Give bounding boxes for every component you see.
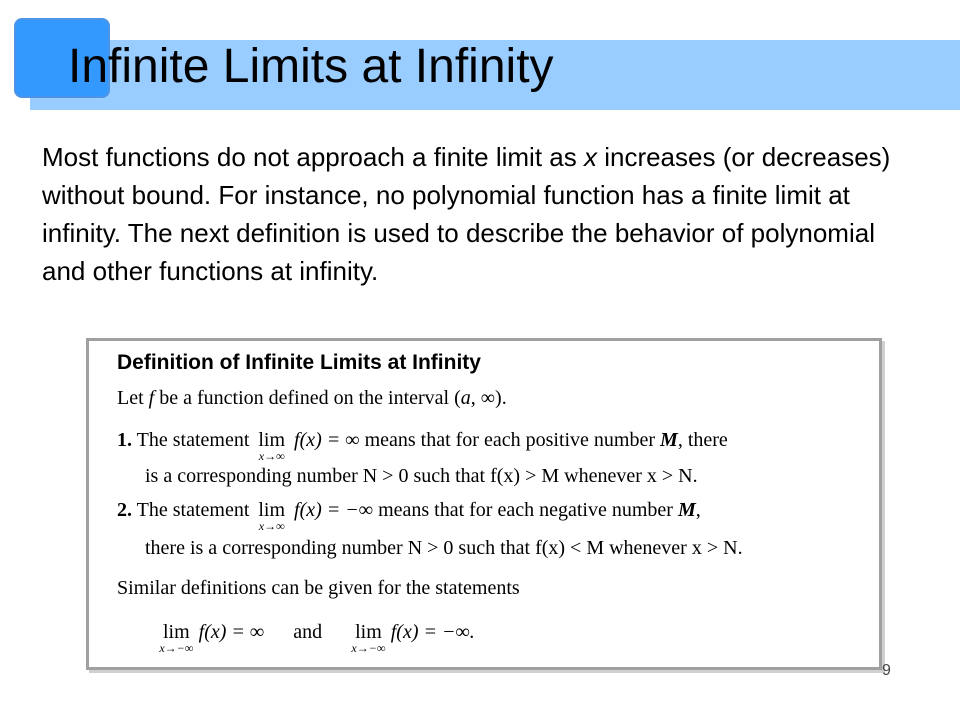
- item-1-M: M: [660, 429, 678, 451]
- item-2-number: 2.: [117, 499, 132, 521]
- item-2-M: M: [677, 499, 696, 521]
- intro-variable: x: [583, 142, 597, 172]
- item-1-text-c: , there: [677, 429, 728, 451]
- item-2-expression: f(x) = −∞: [294, 499, 374, 521]
- item-2-text-a: The statement: [136, 499, 250, 521]
- item-1-number: 1.: [117, 429, 132, 451]
- definition-intro-var: a: [460, 387, 471, 409]
- final-and: and: [293, 621, 323, 643]
- intro-text-1: Most functions do not approach a finite limit as: [42, 142, 577, 172]
- definition-intro-b: be a function defined on the interval (: [159, 387, 461, 409]
- item-1-text-a: The statement: [136, 429, 250, 451]
- final-lim-word-2: lim: [355, 621, 382, 643]
- definition-box: [86, 338, 882, 670]
- item-1-lim-sub: x→∞: [258, 449, 285, 463]
- item-1-line-1: [117, 429, 728, 463]
- item-1-text-b: means that for each positive number: [364, 429, 656, 451]
- item-2-line-2: there is a corresponding number N > 0 such that f(x) < M whenever x > N.: [145, 537, 743, 559]
- item-1-line-2: is a corresponding number N > 0 such that f(x) > M whenever x > N.: [145, 465, 698, 487]
- item-2-text-c: ,: [695, 499, 701, 521]
- final-limit-2: [351, 621, 386, 655]
- item-2-lim-sub: x→∞: [258, 519, 285, 533]
- definition-intro-c: , ∞).: [470, 387, 507, 409]
- intro-paragraph: [42, 138, 922, 290]
- item-2-limit: [258, 499, 286, 533]
- item-1-expression: f(x) = ∞: [294, 429, 360, 451]
- item-1-limit: [258, 429, 286, 463]
- similar-text: Similar definitions can be given for the statements: [117, 577, 520, 599]
- definition-intro-f: f: [148, 387, 155, 409]
- final-statements: [159, 621, 475, 655]
- item-2-lim-word: lim: [258, 499, 286, 521]
- final-expression-1: f(x) = ∞: [198, 621, 265, 643]
- definition-heading: Definition of Infinite Limits at Infinity: [117, 351, 481, 374]
- definition-intro-a: Let: [117, 387, 144, 409]
- intro-text-2: increases (or decreases) without bound. For instance, no polynomial function has a finite limit at infinity. The next definition is used to describe the behavior of polynomial and other functions at infinity.: [42, 142, 891, 286]
- final-limit-1: [159, 621, 194, 655]
- final-lim-word-1: lim: [163, 621, 190, 643]
- definition-intro: [117, 387, 507, 410]
- item-2-text-b: means that for each negative number: [378, 499, 673, 521]
- item-2-line-1: [117, 499, 701, 533]
- final-expression-2: f(x) = −∞.: [390, 621, 475, 643]
- item-1-lim-word: lim: [258, 429, 286, 451]
- final-lim-sub-1: x→−∞: [159, 641, 194, 655]
- slide-title: Infinite Limits at Infinity: [68, 40, 554, 93]
- page-number: 9: [882, 662, 891, 679]
- final-lim-sub-2: x→−∞: [351, 641, 386, 655]
